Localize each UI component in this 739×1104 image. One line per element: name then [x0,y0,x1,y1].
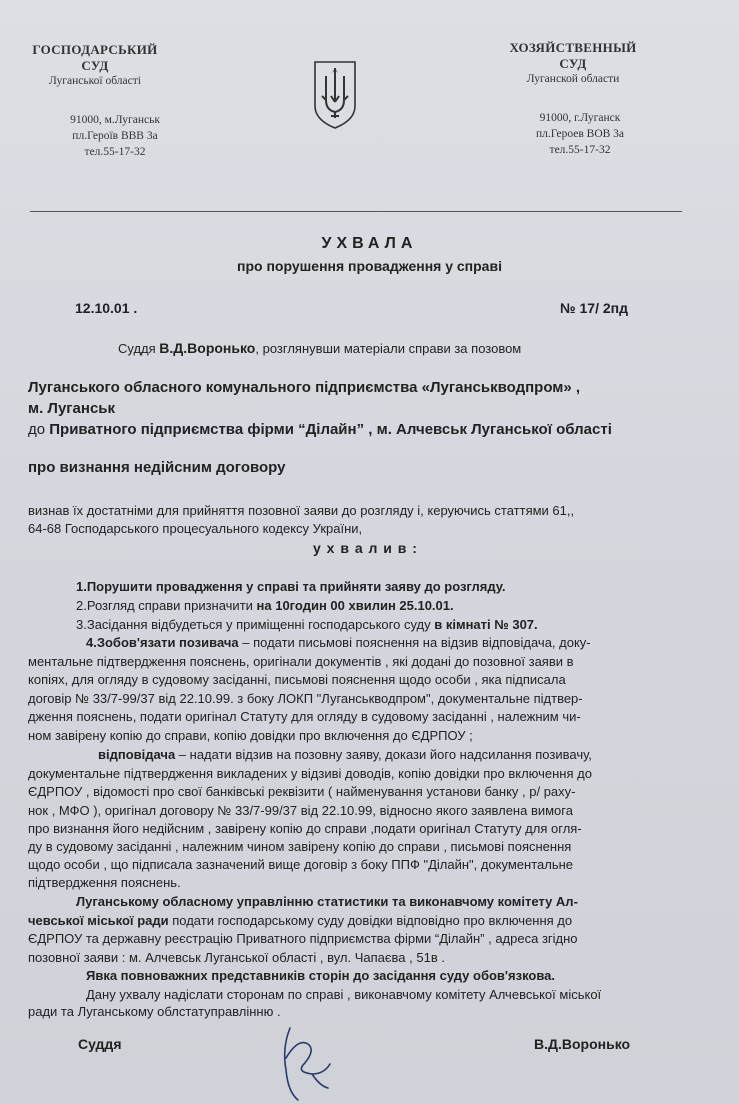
respondent-line4: нок , МФО ), оригінал договору № 33/7-99/37 від 22.10.99, відносно якого заявлена вимога [28,803,573,818]
postal-right: 91000, г.Луганск [539,112,621,124]
item-3 [76,617,538,632]
item-4-line3: копіях, для огляду в судовому засіданні, письмові пояснення щодо особи , яка підписала [28,672,566,687]
court-name-right-line1: ХОЗЯЙСТВЕННЫЙ [509,40,637,55]
send-line2: ради та Луганському облстатуправлінню . [28,1004,281,1019]
court-name-right-line2: СУД [559,56,587,71]
stats-line3: ЄДРПОУ та державну реєстрацію Приватного підприємства фірми “Ділайн” , адреса згідно [28,931,578,946]
respondent-line8: підтвердження пояснень. [28,875,181,890]
stats-line1: Луганському обласному управлінню статистики та виконавчому комітету Ал- [76,894,578,909]
respondent-text: – надати відзив на позовну заяву, докази його надсилання позивачу, [175,747,592,762]
case-subject: про визнання недійсним договору [28,459,286,476]
item-4-line6: ном завірену копію до справи, копію довідки про включення до ЄДРПОУ ; [28,728,473,743]
respondent-line7: щодо особи , що підписала зазначений вище договір з боку ППФ "Ділайн", документальне [28,857,574,872]
stats-line2-text: подати господарському суду довідки відповідно про включення до [168,913,573,928]
item-4-line5: дження пояснень, подати оригінал Статуту для огляду в судовому засіданні , належним чи- [28,709,581,724]
judge-prefix: Суддя [118,341,156,356]
postal-left: 91000, м.Луганськ [70,114,160,126]
item-2-time: на 10годин 00 хвилин 25.10.01. [256,598,454,613]
item-4-text: – подати письмові пояснення на відзив відповідача, доку- [238,635,591,650]
stats-line2-bold: чевської міської ради [28,913,169,928]
case-number: № 17/ 2пд [560,300,628,316]
plaintiff-line1: Луганського обласного комунального підприємства «Луганськводпром» , [28,379,581,396]
defendant-prefix: до [28,421,50,438]
signature-label: Суддя [78,1036,122,1052]
judge-suffix: , розглянувши матеріали справи за позовом [255,341,522,356]
item-1: 1.Порушити провадження у справі та прийняти заяву до розгляду. [76,579,506,594]
mandatory-attendance: Явка повноважних представників сторін до засідання суду обов'язкова. [86,968,556,983]
document-subtitle: про порушення провадження у справі [237,258,502,274]
defendant-line [28,421,612,438]
respondent-line6: ду в судовому засіданні , належним чином завірену копію до справи , письмові пояснення [28,839,572,854]
court-name-left-line2: СУД [81,58,109,73]
respondent-line5: про визнання його недійсним , завірену копію до справи ,подати оригінал Статуту для огля- [28,821,582,836]
court-address-right [500,110,660,158]
court-header-right [498,40,648,87]
court-address-left [40,112,190,160]
handwritten-signature-icon [268,1008,348,1104]
basis-line1: визнав їх достатніми для прийняття позовної заяви до розгляду і, керуючись статтями 61,, [28,503,575,518]
phone-right: тел.55-17-32 [549,144,611,156]
judge-name: В.Д.Воронько [159,340,256,356]
item-4-bold: 4.Зобов'язати позивача [86,635,239,650]
signature-name: В.Д.Воронько [534,1036,631,1052]
item-3-room: в кімнаті № 307. [434,617,538,632]
item-2 [76,598,454,613]
street-left: пл.Героїв ВВВ 3а [72,130,158,142]
respondent-bold: відповідача [98,747,176,762]
judge-intro [118,340,521,356]
respondent-line2: документальне підтвердження викладених у відзиві доводів, копію довідки про включення до [28,766,592,781]
court-region-right: Луганской области [526,73,620,85]
send-line1: Дану ухвалу надіслати сторонам по справі , виконавчому комітету Алчевської міської [86,987,602,1002]
stats-line2 [28,913,572,928]
street-right: пл.Героев ВОВ 3а [535,128,625,140]
plaintiff-line2: м. Луганськ [28,400,116,417]
item-2-text: 2.Розгляд справи призначити [76,598,257,613]
document-date: 12.10.01 . [75,300,138,316]
document-title: УХВАЛА [321,235,418,252]
respondent-line3: ЄДРПОУ , відомості про свої банківські реквізити ( найменування установи банку , р/ раху- [28,784,576,799]
resolved-heading: у х в а л и в : [313,540,418,556]
basis-line2: 64-68 Господарського процесуального кодексу України, [28,521,363,536]
item-3-text: 3.Засідання відбудеться у приміщенні господарського суду [76,617,435,632]
phone-left: тел.55-17-32 [84,146,146,158]
court-header-left [20,42,170,89]
header-divider [30,211,682,212]
item-4-line1 [86,635,591,650]
item-4-line2: ментальне підтвердження пояснень, оригінали документів , які додані до позовної заяви в [28,654,574,669]
defendant-name: Приватного підприємства фірми “Ділайн” , м. Алчевськ Луганської області [49,421,612,438]
court-region-left: Луганської області [49,75,141,87]
stats-line4: позовної заяви : м. Алчевськ Луганської області , вул. Чапаєва , 51в . [28,950,445,965]
item-4-line4: договір № 33/7-99/37 від 22.10.99. з боку ЛОКП "Луганськводпром", документальне підтвер- [28,691,583,706]
trident-emblem-icon [312,56,358,130]
court-name-left-line1: ГОСПОДАРСЬКИЙ [32,42,158,57]
respondent-line1 [98,747,592,762]
